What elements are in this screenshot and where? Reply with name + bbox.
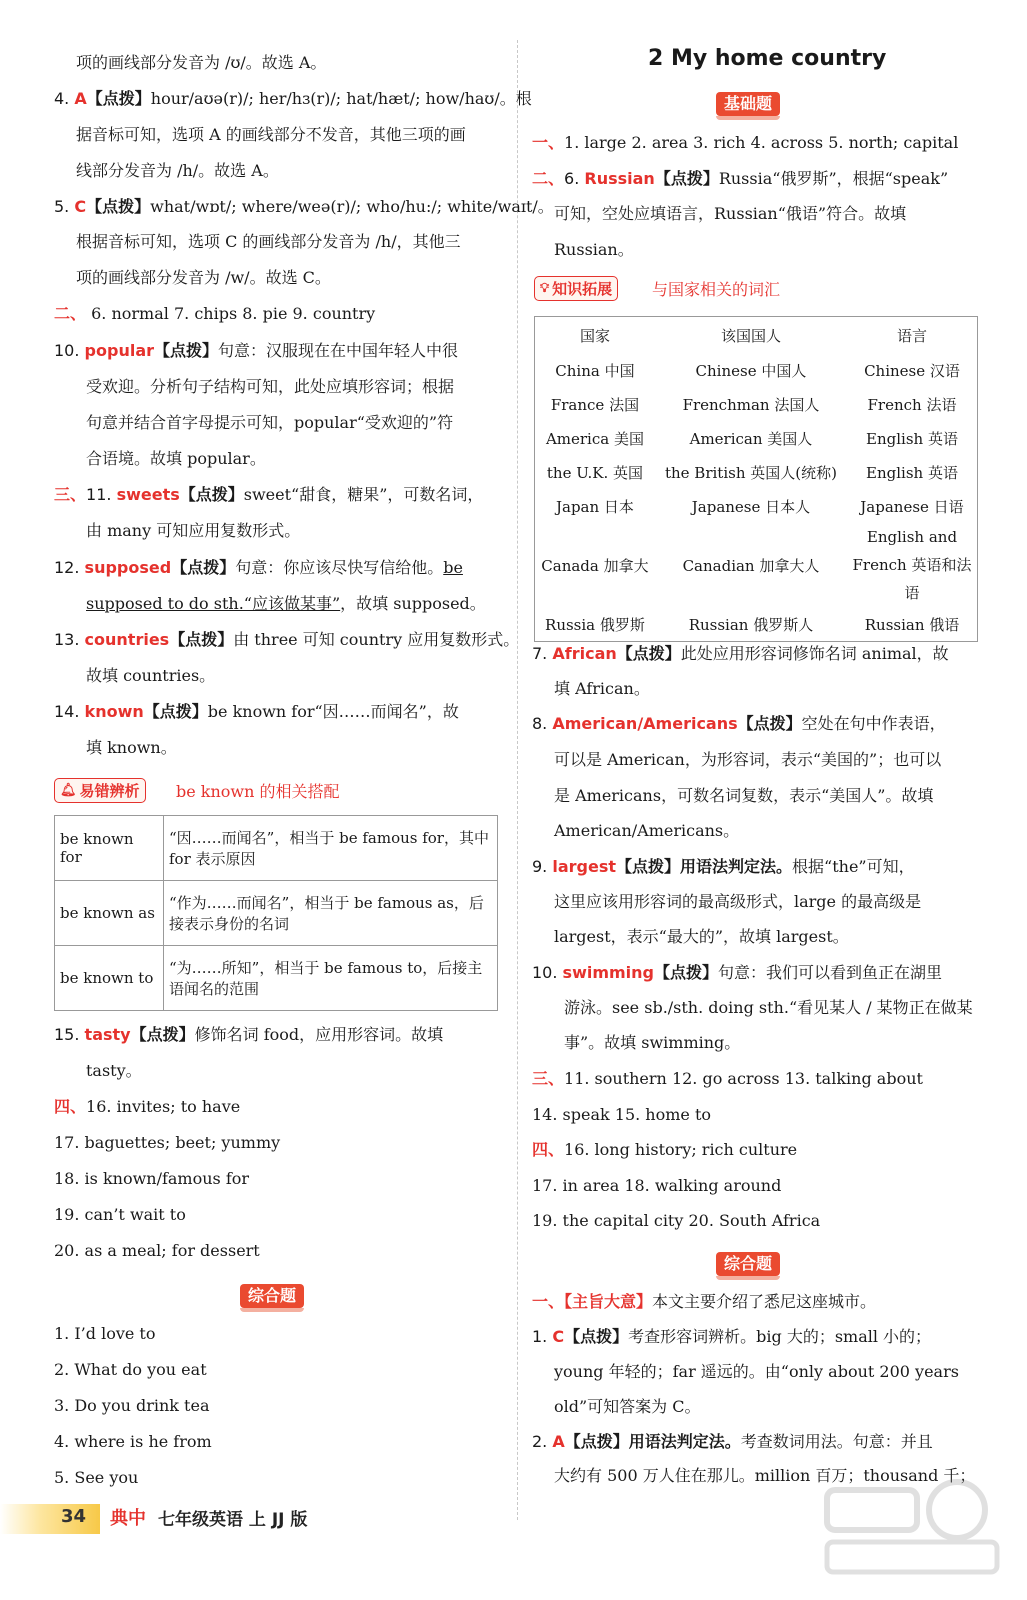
- line: tasty。: [86, 1061, 142, 1080]
- extension-label: 💡︎ 知识拓展: [534, 276, 618, 301]
- column-header: 语言: [896, 326, 927, 345]
- line: Russian。: [554, 240, 634, 259]
- cell: Frenchman 法国人: [682, 395, 820, 414]
- column-header: 国家: [579, 326, 610, 345]
- line: 填 African。: [554, 679, 650, 698]
- answer-19: 19. can’t wait to: [54, 1205, 186, 1224]
- answer-11: 三、11. sweets【点拨】sweet“甜食，糖果”，可数名词，: [54, 485, 484, 504]
- page-number: 34: [60, 1506, 86, 1527]
- answer-14: 14. speak 15. home to: [532, 1105, 712, 1124]
- answer-r2: 2. A【点拨】用语法判定法。考查数词用法。句意：并且: [532, 1432, 933, 1451]
- book-title: 七年级英语 上 JJ 版: [158, 1510, 308, 1530]
- main-idea: 一、【主旨大意】本文主要介绍了悉尼这座城市。: [532, 1292, 877, 1311]
- cell: the British 英国人(统称): [664, 463, 837, 482]
- country-word-table: [534, 316, 978, 642]
- phrase-key: be known as: [55, 881, 164, 946]
- answer-8: 8. American/Americans【点拨】空处在句中作表语，: [532, 714, 946, 733]
- line: 由 many 可知应用复数形式。: [86, 521, 301, 540]
- note-title: be known 的相关搭配: [176, 782, 340, 801]
- line: 这里应该用形容词的最高级形式，large 的最高级是: [554, 892, 922, 911]
- line: 事”。故填 swimming。: [564, 1033, 741, 1052]
- answer-14: 14. known【点拨】be known for“因……而闻名”，故: [54, 702, 459, 721]
- list-item: 1. I’d love to: [54, 1324, 156, 1343]
- list-item: 4. where is he from: [54, 1432, 212, 1451]
- line: 可知，空处应填语言，Russian“俄语”符合。故填: [554, 204, 907, 223]
- table-row: [535, 387, 978, 421]
- cell: English 英语: [866, 463, 958, 482]
- table-row: [535, 353, 978, 387]
- phrase-value: “因……而闻名”，相当于 be famous for，其中 for 表示原因: [164, 816, 498, 881]
- answer-r1: 1. C【点拨】考查形容词辨析。big 大的；small 小的；: [532, 1327, 932, 1346]
- line: 受欢迎。分析句子结构可知，此处应填形容词；根据: [86, 377, 455, 396]
- table-header: [535, 317, 978, 354]
- answer-19: 19. the capital city 20. South Africa: [532, 1211, 821, 1230]
- answer-4: 4. A【点拨】hour/aʊə(r)/; her/hɜ(r)/; hat/hæt/; how/haʊ/。根: [54, 89, 532, 108]
- cell: Russia 俄罗斯: [545, 615, 645, 634]
- answer-7: 7. African【点拨】此处应用形容词修饰名词 animal，故: [532, 644, 949, 663]
- cell: English and French 英语和法语: [852, 528, 972, 602]
- cell: France 法国: [550, 395, 640, 414]
- line: 可以是 American，为形容词，表示“美国的”；也可以: [554, 750, 942, 769]
- section-3: 三、11. southern 12. go across 13. talking about: [532, 1069, 923, 1088]
- answer-10: 10. popular【点拨】句意：汉服现在在中国年轻人中很: [54, 341, 459, 360]
- line: 线部分发音为 /h/。故选 A。: [76, 161, 279, 180]
- list-item: 2. What do you eat: [54, 1360, 207, 1379]
- section-tag: 综合题: [716, 1252, 780, 1276]
- line: supposed to do sth.“应该做某事”，故填 supposed。: [86, 594, 486, 613]
- answer-20: 20. as a meal; for dessert: [54, 1241, 260, 1260]
- line: American/Americans。: [554, 821, 740, 840]
- phrase-value: “作为……而闻名”，相当于 be famous as，后接表示身份的名词: [164, 881, 498, 946]
- cell: American 美国人: [689, 429, 813, 448]
- table-row: [535, 421, 978, 455]
- section-1: 一、1. large 2. area 3. rich 4. across 5. north; capital: [532, 133, 959, 152]
- cell: French 法语: [867, 395, 957, 414]
- line: 合语境。故填 popular。: [86, 449, 266, 468]
- note-label: 🔔︎ 易错辨析: [54, 778, 146, 803]
- answer-17: 17. in area 18. walking around: [532, 1176, 782, 1195]
- column-header: 该国国人: [720, 326, 781, 345]
- line: old”可知答案为 C。: [554, 1397, 701, 1416]
- cell: China 中国: [555, 361, 635, 380]
- answer-10: 10. swimming【点拨】句意：我们可以看到鱼正在湖里: [532, 963, 943, 982]
- cell: Japan 日本: [555, 497, 634, 516]
- phrase-table: [54, 815, 498, 1011]
- answer-9: 9. largest【点拨】用语法判定法。根据“the”可知，: [532, 857, 915, 876]
- answer-12: 12. supposed【点拨】句意：你应该尽快写信给他。be: [54, 558, 463, 577]
- lightbulb-icon: 💡︎: [540, 281, 550, 296]
- section-tag: 基础题: [716, 92, 780, 116]
- line: 填 known。: [86, 738, 177, 757]
- line: 根据音标可知，选项 C 的画线部分发音为 /h/，其他三: [76, 232, 461, 251]
- column-divider: [517, 40, 518, 1520]
- line: 大约有 500 万人住在那儿。million 百万；thousand 千；: [554, 1466, 976, 1485]
- line: 故填 countries。: [86, 666, 216, 685]
- extension-title: 与国家相关的词汇: [652, 280, 781, 299]
- answer-13: 13. countries【点拨】由 three 可知 country 应用复数形式。: [54, 630, 520, 649]
- phrase-key: be known for: [55, 816, 164, 881]
- line: 据音标可知，选项 A 的画线部分不发音，其他三项的画: [76, 125, 466, 144]
- line: 项的画线部分发音为 /w/。故选 C。: [76, 268, 331, 287]
- table-row: [535, 523, 978, 607]
- line: 项的画线部分发音为 /ʊ/。故选 A。: [76, 53, 327, 72]
- line: 句意并结合首字母提示可知，popular“受欢迎的”符: [86, 413, 454, 432]
- cell: Chinese 中国人: [695, 361, 807, 380]
- answer-6: 二、6. Russian【点拨】Russia“俄罗斯”，根据“speak”: [532, 169, 949, 188]
- table-row: [55, 816, 498, 881]
- table-row: [535, 607, 978, 642]
- watermark-logo: [807, 1470, 1007, 1580]
- list-item: 5. See you: [54, 1468, 139, 1487]
- page-title: 2 My home country: [648, 46, 887, 71]
- page-number-badge: [0, 1504, 100, 1534]
- answer-5: 5. C【点拨】what/wɒt/; where/weə(r)/; who/hu:/; white/waɪt/。: [54, 197, 554, 216]
- cell: Japanese 日本人: [691, 497, 811, 516]
- list-item: 3. Do you drink tea: [54, 1396, 210, 1415]
- table-row: [55, 946, 498, 1011]
- cell: Canadian 加拿大人: [682, 556, 820, 575]
- answer-17: 17. baguettes; beet; yummy: [54, 1133, 281, 1152]
- section-tag: 综合题: [240, 1284, 304, 1308]
- cell: America 美国: [545, 429, 644, 448]
- cell: Russian 俄罗斯人: [688, 615, 814, 634]
- brand-logo: 典中: [110, 1508, 146, 1529]
- line: 是 Americans，可数名词复数，表示“美国人”。故填: [554, 786, 934, 805]
- line: 游泳。see sb./sth. doing sth.“看见某人 / 某物正在做某: [564, 998, 973, 1017]
- section-2: 二、 6. normal 7. chips 8. pie 9. country: [54, 304, 376, 323]
- answer-18: 18. is known/famous for: [54, 1169, 250, 1188]
- cell: Canada 加拿大: [541, 556, 649, 575]
- cell: Russian 俄语: [864, 615, 960, 634]
- section-4: 四、16. long history; rich culture: [532, 1140, 798, 1159]
- table-row: [535, 455, 978, 489]
- table-row: [55, 881, 498, 946]
- line: largest，表示“最大的”，故填 largest。: [554, 927, 849, 946]
- cell: Chinese 汉语: [864, 361, 960, 380]
- cell: English 英语: [866, 429, 958, 448]
- answer-16: 四、16. invites; to have: [54, 1097, 241, 1116]
- answer-15: 15. tasty【点拨】修饰名词 food，应用形容词。故填: [54, 1025, 444, 1044]
- phrase-value: “为……所知”，相当于 be famous to，后接主语闻名的范围: [164, 946, 498, 1011]
- cell: the U.K. 英国: [546, 463, 644, 482]
- cell: Japanese 日语: [860, 497, 964, 516]
- line: young 年轻的；far 遥远的。由“only about 200 years: [554, 1362, 959, 1381]
- phrase-key: be known to: [55, 946, 164, 1011]
- bell-icon: 🔔︎: [60, 783, 77, 798]
- table-row: [535, 489, 978, 523]
